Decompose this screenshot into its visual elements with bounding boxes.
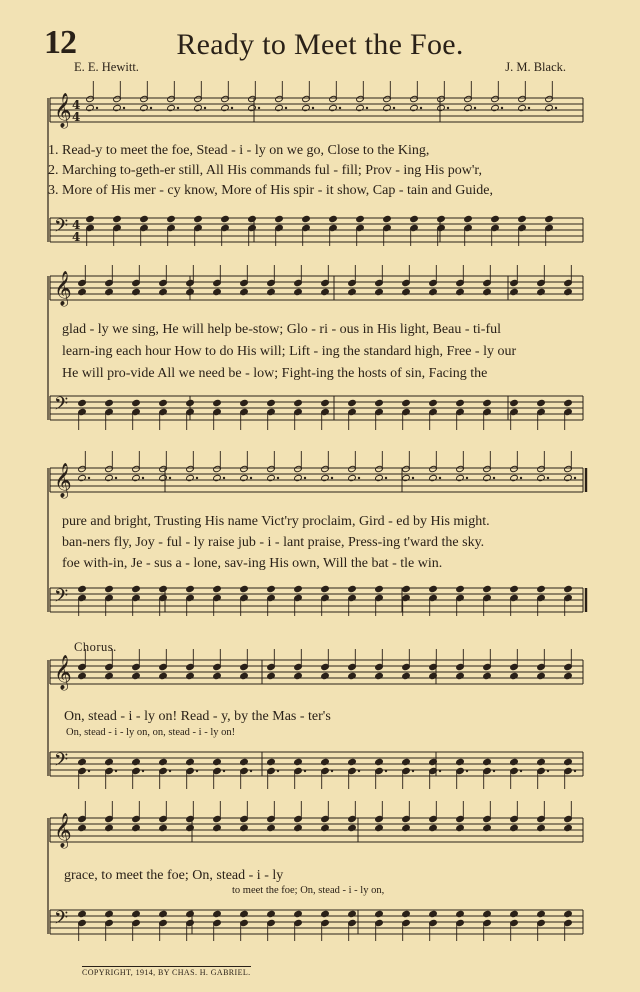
notehead [321, 672, 330, 679]
notehead [564, 758, 573, 765]
notehead [159, 758, 168, 765]
notehead [159, 824, 168, 831]
notehead [302, 215, 311, 222]
notehead [537, 399, 546, 406]
dot [528, 107, 530, 109]
notehead [132, 288, 141, 295]
notehead [483, 910, 492, 917]
notehead [321, 474, 330, 481]
notehead [348, 910, 357, 917]
notehead [159, 288, 168, 295]
notehead [240, 824, 249, 831]
dot [358, 477, 360, 479]
dot [547, 477, 549, 479]
notehead [78, 474, 87, 481]
dot [204, 107, 206, 109]
notehead [491, 215, 500, 222]
notehead [186, 288, 195, 295]
notehead [159, 910, 168, 917]
notehead [113, 215, 122, 222]
dot [142, 477, 144, 479]
notehead [132, 910, 141, 917]
notehead [429, 399, 438, 406]
notehead [221, 104, 230, 111]
notehead [78, 672, 87, 679]
dot [304, 770, 306, 772]
dot [196, 770, 198, 772]
notehead [348, 824, 357, 831]
treble-clef-icon: 𝄞 [54, 655, 72, 690]
dot [339, 107, 341, 109]
dot [420, 107, 422, 109]
notehead [213, 824, 222, 831]
dot [474, 107, 476, 109]
notehead [329, 104, 338, 111]
notehead [294, 288, 303, 295]
dot [439, 770, 441, 772]
verse-3-line-3: foe with-in, Je - sus a - lone, sav-ing His own, Will the bat - tle win. [62, 556, 443, 571]
notehead [302, 104, 311, 111]
notehead [78, 758, 87, 765]
notehead [537, 474, 546, 481]
bass-clef-icon: 𝄢 [54, 750, 69, 775]
treble-clef-icon: 𝄞 [54, 93, 72, 128]
notehead [410, 215, 419, 222]
notehead [429, 910, 438, 917]
notehead [483, 672, 492, 679]
notehead [248, 215, 257, 222]
notehead [294, 672, 303, 679]
dot [358, 770, 360, 772]
notehead [537, 672, 546, 679]
dot [520, 770, 522, 772]
dot [177, 107, 179, 109]
notehead [321, 585, 330, 592]
notehead [140, 104, 149, 111]
notehead [483, 758, 492, 765]
notehead [159, 399, 168, 406]
dot [447, 107, 449, 109]
chorus-response-2: to meet the foe; On, stead - i - ly on, [232, 885, 385, 896]
notehead [510, 824, 519, 831]
dot [393, 107, 395, 109]
notehead [348, 288, 357, 295]
dot [223, 477, 225, 479]
notehead [159, 672, 168, 679]
notehead [105, 585, 114, 592]
dot [196, 477, 198, 479]
notehead [113, 104, 122, 111]
dot [115, 770, 117, 772]
time-signature-bottom: 4 [72, 230, 81, 244]
verse-3-line-2: He will pro-vide All we need be - low; Fight-ing the hosts of sin, Facing the [62, 366, 488, 381]
notehead [356, 104, 365, 111]
dot [250, 477, 252, 479]
notehead [240, 672, 249, 679]
notehead [537, 288, 546, 295]
notehead [456, 824, 465, 831]
notehead [213, 758, 222, 765]
notehead [402, 672, 411, 679]
notehead [402, 585, 411, 592]
notehead [329, 215, 338, 222]
notehead [483, 399, 492, 406]
notehead [132, 824, 141, 831]
notehead [429, 824, 438, 831]
notehead [105, 910, 114, 917]
notehead [132, 474, 141, 481]
notehead [294, 399, 303, 406]
notehead [375, 758, 384, 765]
dot [312, 107, 314, 109]
notehead [267, 585, 276, 592]
chorus-lyric-2: grace, to meet the foe; On, stead - i - ly [64, 868, 284, 883]
dot [88, 770, 90, 772]
dot [331, 770, 333, 772]
dot [88, 477, 90, 479]
notehead [537, 585, 546, 592]
time-signature-top: 4 [72, 98, 81, 112]
dot [115, 477, 117, 479]
notehead [213, 288, 222, 295]
notehead [105, 672, 114, 679]
notehead [267, 824, 276, 831]
bass-clef-icon: 𝄢 [54, 394, 69, 419]
notehead [78, 824, 87, 831]
notehead [105, 474, 114, 481]
dot [493, 770, 495, 772]
notehead [186, 585, 195, 592]
dot [466, 770, 468, 772]
notehead [294, 824, 303, 831]
notehead [78, 288, 87, 295]
notehead [375, 672, 384, 679]
notehead [275, 215, 284, 222]
notehead [248, 104, 257, 111]
hymn-number: 12 [44, 24, 76, 61]
notehead [267, 910, 276, 917]
verse-2-line-1: 2. Marching to-geth-er still, All His commands ful - fill; Prov - ing His pow'r, [48, 163, 482, 178]
dot [250, 770, 252, 772]
verse-1-line-1: 1. Read-y to meet the foe, Stead - i - ly on we go, Close to the King, [48, 143, 430, 158]
notehead [132, 758, 141, 765]
notehead [483, 474, 492, 481]
notehead [510, 399, 519, 406]
notehead [348, 758, 357, 765]
notehead [545, 215, 554, 222]
dot [277, 477, 279, 479]
notehead [483, 824, 492, 831]
notehead [375, 585, 384, 592]
notehead [294, 585, 303, 592]
dot [574, 770, 576, 772]
notehead [456, 758, 465, 765]
notehead [140, 215, 149, 222]
notehead [491, 104, 500, 111]
notehead [564, 585, 573, 592]
notehead [348, 672, 357, 679]
notehead [464, 104, 473, 111]
notehead [510, 288, 519, 295]
dot [277, 770, 279, 772]
notehead [213, 672, 222, 679]
treble-clef-icon: 𝄞 [54, 271, 72, 306]
dot [439, 477, 441, 479]
composer-credit: J. M. Black. [505, 60, 566, 74]
notehead [348, 399, 357, 406]
notehead [437, 215, 446, 222]
notehead [483, 585, 492, 592]
notehead [105, 288, 114, 295]
bass-clef-icon: 𝄢 [54, 908, 69, 933]
notehead [294, 758, 303, 765]
notehead [402, 824, 411, 831]
notehead [564, 399, 573, 406]
notehead [537, 824, 546, 831]
notehead [537, 910, 546, 917]
notehead [267, 288, 276, 295]
notehead [564, 824, 573, 831]
dot [169, 477, 171, 479]
notehead [105, 758, 114, 765]
dot [258, 107, 260, 109]
notehead [429, 474, 438, 481]
notehead [132, 672, 141, 679]
notehead [321, 399, 330, 406]
dot [555, 107, 557, 109]
notehead [402, 910, 411, 917]
notehead [221, 215, 230, 222]
dot [412, 770, 414, 772]
notehead [456, 474, 465, 481]
notehead [510, 910, 519, 917]
notehead [186, 474, 195, 481]
notehead [356, 215, 365, 222]
notehead [537, 758, 546, 765]
dot [385, 477, 387, 479]
notehead [213, 585, 222, 592]
chorus-response-1: On, stead - i - ly on, on, stead - i - ly on! [66, 727, 236, 738]
notehead [375, 824, 384, 831]
notehead [132, 585, 141, 592]
notehead [159, 585, 168, 592]
notehead [159, 474, 168, 481]
notehead [294, 910, 303, 917]
dot [385, 770, 387, 772]
verse-3-line-1: 3. More of His mer - cy know, More of His spir - it show, Cap - tain and Guide, [48, 183, 493, 198]
notehead [402, 474, 411, 481]
bass-clef-icon: 𝄢 [54, 216, 69, 241]
notehead [275, 104, 284, 111]
notehead [456, 288, 465, 295]
notehead [518, 104, 527, 111]
notehead [105, 824, 114, 831]
notehead [294, 474, 303, 481]
notehead [194, 104, 203, 111]
notehead [402, 288, 411, 295]
notehead [510, 585, 519, 592]
time-signature-top: 4 [72, 218, 81, 232]
bass-clef-icon: 𝄢 [54, 586, 69, 611]
notehead [186, 399, 195, 406]
notehead [510, 672, 519, 679]
notehead [564, 288, 573, 295]
notehead [78, 585, 87, 592]
dot [574, 477, 576, 479]
notehead [213, 399, 222, 406]
notehead [510, 758, 519, 765]
notehead [194, 215, 203, 222]
notehead [240, 399, 249, 406]
notehead [186, 672, 195, 679]
notehead [267, 474, 276, 481]
notehead [167, 104, 176, 111]
notehead [429, 288, 438, 295]
dot [169, 770, 171, 772]
notehead [464, 215, 473, 222]
notehead [437, 104, 446, 111]
notehead [545, 104, 554, 111]
notehead [105, 399, 114, 406]
notehead [456, 585, 465, 592]
notehead [402, 399, 411, 406]
notehead [186, 910, 195, 917]
notehead [564, 672, 573, 679]
notehead [564, 910, 573, 917]
chorus-lyric-1: On, stead - i - ly on! Read - y, by the Mas - ter's [64, 709, 331, 724]
notehead [375, 910, 384, 917]
notehead [321, 910, 330, 917]
dot [223, 770, 225, 772]
treble-clef-icon: 𝄞 [54, 813, 72, 848]
notehead [240, 758, 249, 765]
notehead [348, 474, 357, 481]
notehead [186, 758, 195, 765]
treble-clef-icon: 𝄞 [54, 463, 72, 498]
dot [412, 477, 414, 479]
notehead [321, 758, 330, 765]
notehead [375, 288, 384, 295]
notehead [267, 758, 276, 765]
notehead [86, 215, 95, 222]
dot [331, 477, 333, 479]
notehead [410, 104, 419, 111]
dot [520, 477, 522, 479]
notehead [321, 824, 330, 831]
notehead [375, 399, 384, 406]
notehead [240, 910, 249, 917]
dot [142, 770, 144, 772]
dot [304, 477, 306, 479]
notehead [321, 288, 330, 295]
notehead [383, 104, 392, 111]
notehead [375, 474, 384, 481]
notehead [456, 399, 465, 406]
notehead [267, 672, 276, 679]
notehead [456, 672, 465, 679]
notehead [402, 758, 411, 765]
notehead [429, 585, 438, 592]
notehead [564, 474, 573, 481]
dot [285, 107, 287, 109]
dot [96, 107, 98, 109]
dot [366, 107, 368, 109]
notehead [240, 585, 249, 592]
verse-2-line-3: ban-ners fly, Joy - ful - ly raise jub - i - lant praise, Press-ing t'ward the sky. [62, 535, 485, 550]
dot [231, 107, 233, 109]
dot [493, 477, 495, 479]
time-signature-bottom: 4 [72, 110, 81, 124]
dot [466, 477, 468, 479]
dot [123, 107, 125, 109]
notehead [518, 215, 527, 222]
hymn-title: Ready to Meet the Foe. [176, 28, 464, 61]
notehead [86, 104, 95, 111]
dot [547, 770, 549, 772]
notehead [240, 288, 249, 295]
notehead [240, 474, 249, 481]
lyricist-credit: E. E. Hewitt. [74, 60, 139, 74]
dot [150, 107, 152, 109]
notehead [213, 910, 222, 917]
notehead [78, 399, 87, 406]
notehead [167, 215, 176, 222]
notehead [78, 910, 87, 917]
notehead [383, 215, 392, 222]
notehead [132, 399, 141, 406]
copyright-notice: COPYRIGHT, 1914, BY CHAS. H. GABRIEL. [82, 968, 251, 977]
notehead [456, 910, 465, 917]
notehead [213, 474, 222, 481]
notehead [348, 585, 357, 592]
notehead [510, 474, 519, 481]
chorus-label: Chorus. [74, 640, 117, 654]
notehead [186, 824, 195, 831]
verse-2-line-2: learn-ing each hour How to do His will; Lift - ing the standard high, Free - ly our [62, 344, 517, 359]
notehead [267, 399, 276, 406]
verse-1-line-3: pure and bright, Trusting His name Vict'ry proclaim, Gird - ed by His might. [62, 514, 490, 529]
verse-1-line-2: glad - ly we sing, He will help be-stow; Glo - ri - ous in His light, Beau - ti-ful [62, 322, 501, 337]
dot [501, 107, 503, 109]
notehead [483, 288, 492, 295]
